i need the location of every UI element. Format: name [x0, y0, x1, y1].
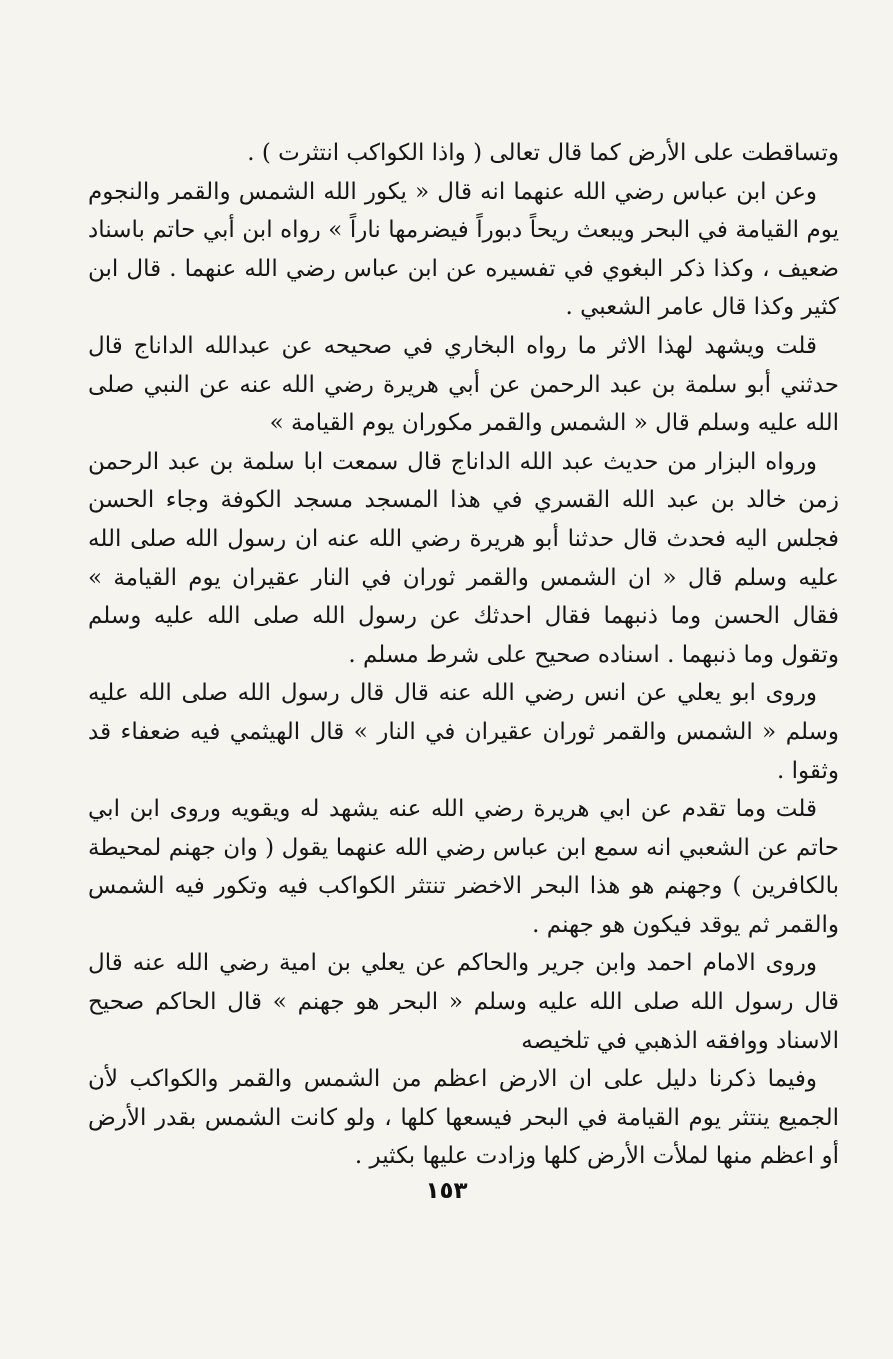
paragraph-3: قلت ويشهد لهذا الاثر ما رواه البخاري في صحيحه عن عبدالله الداناج قال حدثني أبو سلمة بن عبد الرحمن عن أبي هريرة رضي الله عنه عن النبي صلى الله عليه وسلم قال « الشمس والقمر مكوران يوم القيامة »: [88, 332, 839, 437]
paragraph-6: قلت وما تقدم عن ابي هريرة رضي الله عنه يشهد له ويقويه وروى ابن ابي حاتم عن الشعبي انه سمع ابن عباس رضي الله عنهما يقول ( وان جهنم لمحيطة بالكافرين ) وجهنم هو هذا البحر الاخضر تنتثر الكواكب فيه وتكور فيه الشمس والقمر ثم يوقد فيكون هو جهنم .: [88, 796, 839, 938]
paragraph-8: وفيما ذكرنا دليل على ان الارض اعظم من الشمس والقمر والكواكب لأن الجميع ينتثر يوم القيامة في البحر فيسعها كلها ، ولو كانت الشمس بقدر الأرض أو اعظم منها لملأت الأرض كلها وزادت عليها بكثير .: [88, 1066, 839, 1170]
body-text: [88, 134, 839, 1176]
page-number: ١٥٣: [425, 1178, 468, 1204]
paragraph-1: وتساقطت على الأرض كما قال تعالى ( واذا الكواكب انتثرت ) .: [247, 140, 839, 166]
paragraph-7: وروى الامام احمد وابن جرير والحاكم عن يعلي بن امية رضي الله عنه قال قال رسول الله صلى الله عليه وسلم « البحر هو جهنم » قال الحاكم صحيح الاسناد ووافقه الذهبي في تلخيصه: [88, 950, 839, 1054]
paragraph-2: وعن ابن عباس رضي الله عنهما انه قال « يكور الله الشمس والقمر والنجوم يوم القيامة في البحر ويبعث ريحاً دبوراً فيضرمها ناراً » رواه ابن أبي حاتم باسناد ضعيف ، وكذا ذكر البغوي في تفسيره عن ابن عباس رضي الله عنهما . قال ابن كثير وكذا قال عامر الشعبي .: [88, 178, 839, 321]
paragraph-4: ورواه البزار من حديث عبد الله الداناج قال سمعت ابا سلمة بن عبد الرحمن زمن خالد بن عبد الله القسري في هذا المسجد مسجد الكوفة وجاء الحسن فجلس اليه فحدث قال حدثنا أبو هريرة رضي الله عنه ان رسول الله صلى الله عليه وسلم قال « ان الشمس والقمر ثوران في النار عقيران يوم القيامة » فقال الحسن وما ذنبهما فقال احدثك عن رسول الله صلى الله عليه وسلم وتقول وما ذنبهما . اسناده صحيح على شرط مسلم .: [88, 448, 839, 668]
paragraph-5: وروى ابو يعلي عن انس رضي الله عنه قال قال رسول الله صلى الله عليه وسلم « الشمس والقمر ثوران عقيران في النار » قال الهيثمي فيه ضعفاء قد وثقوا .: [88, 680, 839, 784]
